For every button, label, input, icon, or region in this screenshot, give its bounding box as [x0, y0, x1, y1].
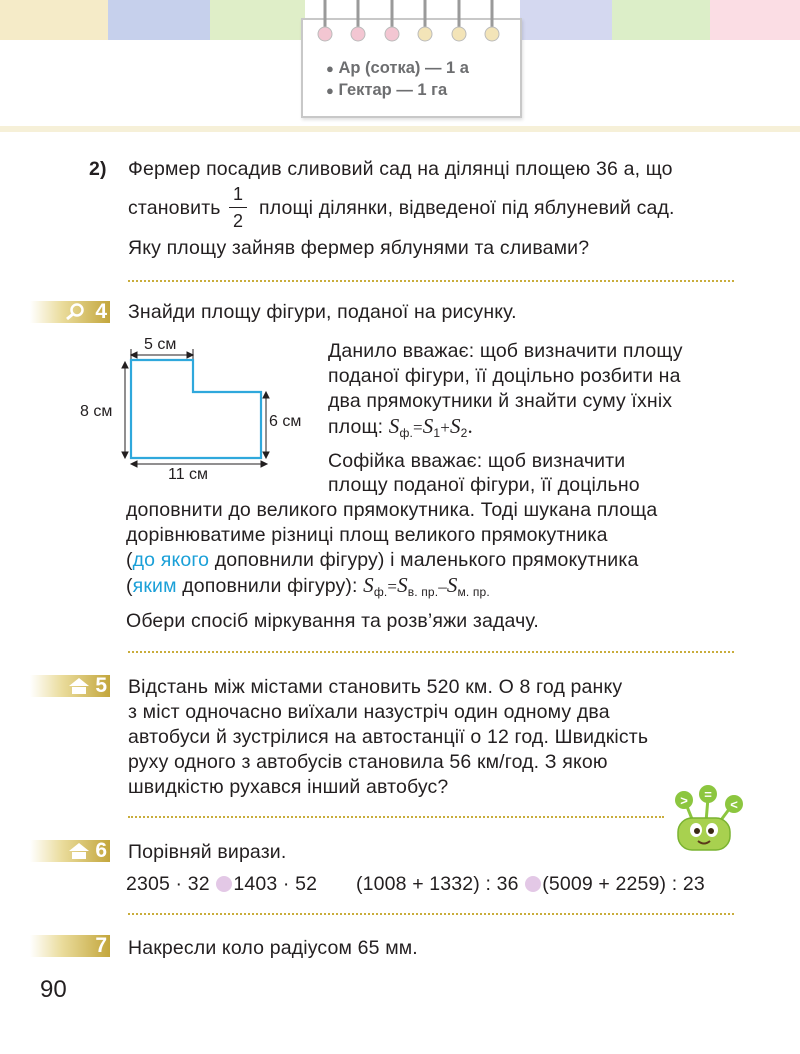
danylo-formula-prefix: площ: — [328, 416, 384, 438]
danylo-formula-line — [328, 414, 473, 446]
header-separator — [0, 126, 800, 132]
notepad-item — [326, 81, 447, 100]
answer-dotted-line — [128, 280, 734, 282]
task2-label: 2) — [89, 158, 107, 180]
mascot-sign: > — [680, 793, 688, 808]
mascot-sign: < — [730, 797, 738, 812]
notepad-item-text: Гектар — 1 га — [338, 81, 448, 99]
notepad-rings — [310, 0, 510, 44]
task4-number: 4 — [95, 300, 107, 323]
figure-label-right: 6 см — [269, 413, 302, 430]
notepad-item — [326, 59, 469, 78]
mascot-icon — [664, 782, 754, 852]
task6-tag — [30, 840, 110, 862]
ring-hole — [418, 27, 432, 41]
fraction — [226, 183, 250, 232]
task5-line: руху одного з автобусів становила 56 км/год. З якою — [128, 751, 608, 773]
task6-expression-2: (1008 + 1332) : 36 (5009 + 2259) : 23 — [356, 873, 705, 895]
ring-hole — [351, 27, 365, 41]
highlight-text: до якого — [132, 549, 210, 571]
task2-line3: Яку площу зайняв фермер яблунями та сливами? — [128, 237, 590, 259]
task5-line: Відстань між містами становить 520 км. О 8 год ранку — [128, 676, 623, 698]
task7-number: 7 — [95, 934, 107, 957]
task7-tag — [30, 935, 110, 957]
highlight-text: яким — [132, 575, 177, 597]
sofiika-formula-line: (яким доповнили фігуру): $S_{ф.}=S_{в. пр.}-S_{м. пр.}$ — [126, 573, 490, 599]
task4-choose: Обери спосіб міркування та розв’яжи задачу. — [126, 610, 539, 632]
ring-hole — [452, 27, 466, 41]
ring-hole — [385, 27, 399, 41]
answer-dotted-line — [128, 913, 734, 915]
danylo-line: Данило вважає: щоб визначити площу — [328, 340, 683, 362]
house-icon — [68, 677, 90, 695]
task7-title: Накресли коло радіусом 65 мм. — [128, 937, 418, 959]
magnifier-icon — [64, 303, 86, 321]
mascot-sign: = — [704, 787, 712, 802]
header-band-1 — [0, 0, 108, 40]
fraction-numerator: 1 — [232, 184, 243, 204]
task2-line2-before: становить — [128, 197, 221, 219]
ring-hole — [485, 27, 499, 41]
task6-number: 6 — [95, 839, 107, 862]
task6-title: Порівняй вирази. — [128, 841, 287, 863]
notepad-item-text: Ар (сотка) — 1 а — [338, 59, 469, 77]
answer-dotted-line — [128, 651, 734, 653]
task5-number: 5 — [95, 674, 107, 697]
sofiika-line: доповнити до великого прямокутника. Тоді шукана площа — [126, 499, 658, 521]
answer-dotted-line — [128, 816, 664, 818]
comparison-blank[interactable] — [216, 876, 232, 892]
bullet: ● — [326, 61, 334, 76]
fraction-bar — [229, 207, 247, 208]
bullet: ● — [326, 83, 334, 98]
header-band-3 — [210, 0, 305, 40]
task5-line: з міст одночасно виїхали назустріч один одному два — [128, 701, 610, 723]
task5-tag — [30, 675, 110, 697]
task2-line1: Фермер посадив сливовий сад на ділянці площею 36 а, що — [128, 158, 673, 180]
sofiika-formula: $S_{ф.}=S_{в. пр.}-S_{м. пр.}$ — [363, 573, 490, 599]
task5-line: швидкістю рухався інший автобус? — [128, 776, 449, 798]
task4-title: Знайди площу фігури, поданої на рисунку. — [128, 301, 517, 323]
task4-tag — [30, 301, 110, 323]
l-shape-outline — [131, 360, 261, 458]
figure-label-left: 8 см — [80, 403, 113, 420]
figure-label-top: 5 см — [144, 336, 177, 353]
figure-label-bottom: 11 см — [168, 466, 209, 483]
header-band-6 — [710, 0, 800, 40]
fraction-denominator: 2 — [232, 211, 243, 231]
header-band-2 — [108, 0, 210, 40]
comparison-blank[interactable] — [525, 876, 541, 892]
sofiika-line: дорівнюватиме різниці площ великого прямокутника — [126, 524, 608, 546]
sofiika-line: Софійка вважає: щоб визначити — [328, 450, 626, 472]
house-icon — [68, 842, 90, 860]
page-number: 90 — [40, 976, 67, 1003]
danylo-line: два прямокутники й знайти суму їхніх — [328, 390, 673, 412]
header-band-5 — [612, 0, 710, 40]
header-band-4 — [520, 0, 612, 40]
sofiika-line: (до якого доповнили фігуру) і маленького прямокутника — [126, 549, 639, 571]
ring-hole — [318, 27, 332, 41]
task5-line: автобуси й зустрілися на автостанції о 12 год. Швидкість — [128, 726, 649, 748]
danylo-formula: $S_{ф.}=S_1+S_2$. — [388, 414, 473, 440]
task2-line2-after: площі ділянки, відведеної під яблуневий сад. — [259, 197, 675, 219]
danylo-line: поданої фігури, її доцільно розбити на — [328, 365, 681, 387]
task6-expression-1: 2305 · 32 1403 · 52 — [126, 873, 318, 895]
sofiika-line: площу поданої фігури, її доцільно — [328, 474, 640, 496]
